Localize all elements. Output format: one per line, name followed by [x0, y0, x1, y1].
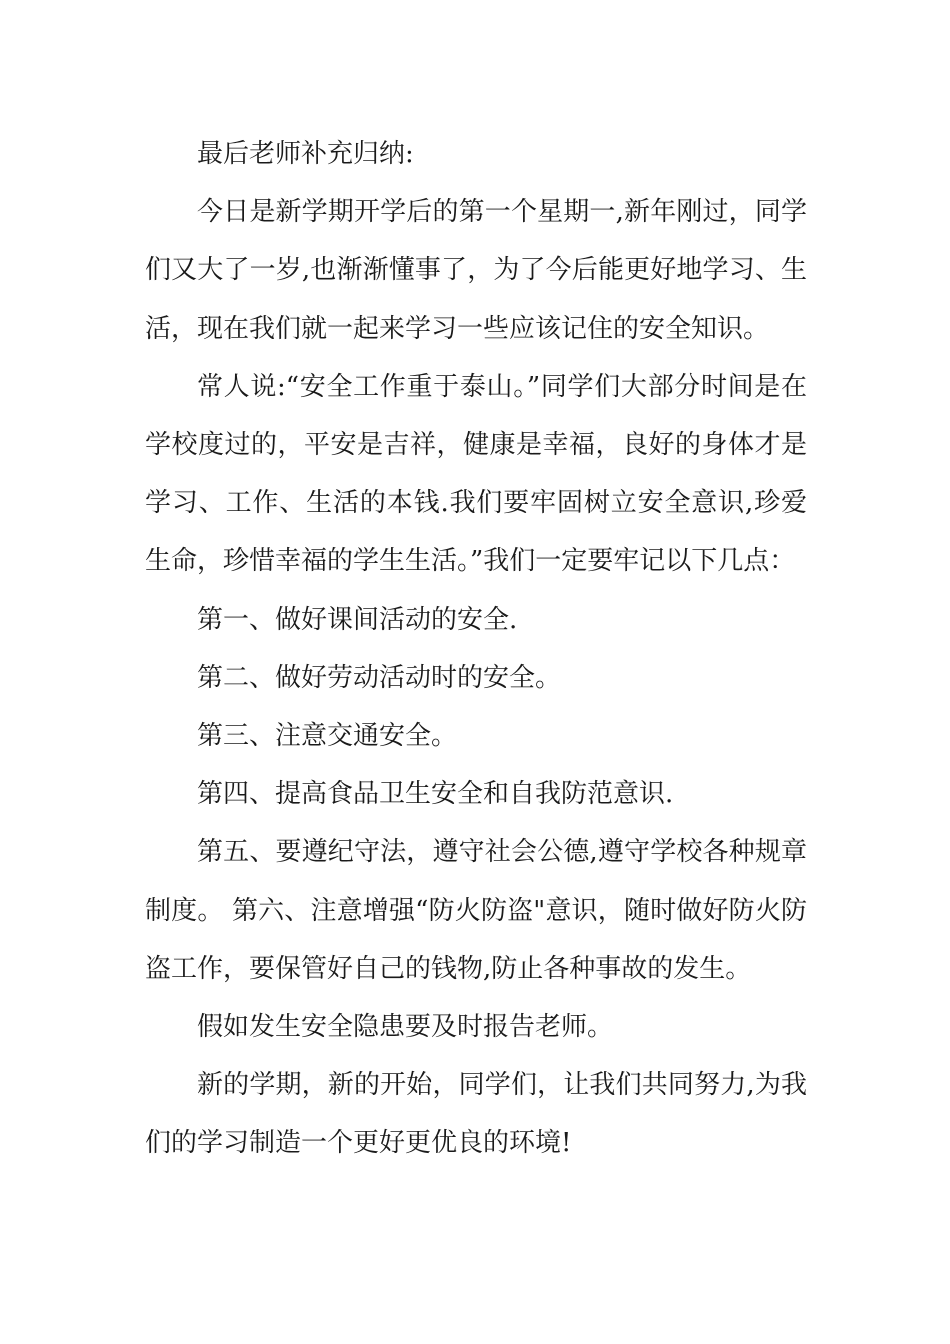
paragraph-point-5-6: 第五、要遵纪守法，遵守社会公德,遵守学校各种规章制度。 第六、注意增强“防火防盗"意识，随时做好防火防盗工作，要保管好自己的钱物,防止各种事故的发生。: [145, 837, 807, 984]
paragraph-point-4: 第四、提高食品卫生安全和自我防范意识.: [197, 779, 674, 810]
paragraph-safety-importance: 常人说:“安全工作重于泰山。”同学们大部分时间是在学校度过的，平安是吉祥，健康是幸福，良好的身体才是学习、工作、生活的本钱.我们要牢固树立安全意识,珍爱生命，珍惜幸福的学生生活。”我们一定要牢记以下几点：: [145, 371, 807, 577]
body-text: [145, 125, 807, 1173]
paragraph-closing: 新的学期，新的开始，同学们，让我们共同努力,为我们的学习制造一个更好更优良的环境!: [145, 1070, 807, 1159]
paragraph-point-1: 第一、做好课间活动的安全.: [197, 604, 518, 635]
paragraph-opening: 今日是新学期开学后的第一个星期一,新年刚过，同学们又大了一岁,也渐渐懂事了，为了今后能更好地学习、生活，现在我们就一起来学习一些应该记住的安全知识。: [145, 197, 807, 344]
paragraph-report-hazards: 假如发生安全隐患要及时报告老师。: [197, 1012, 614, 1043]
paragraph-point-3: 第三、注意交通安全。: [197, 721, 458, 752]
paragraph-summary-intro: 最后老师补充归纳:: [197, 139, 414, 169]
paragraph-point-2: 第二、做好劳动活动时的安全。: [197, 662, 562, 693]
